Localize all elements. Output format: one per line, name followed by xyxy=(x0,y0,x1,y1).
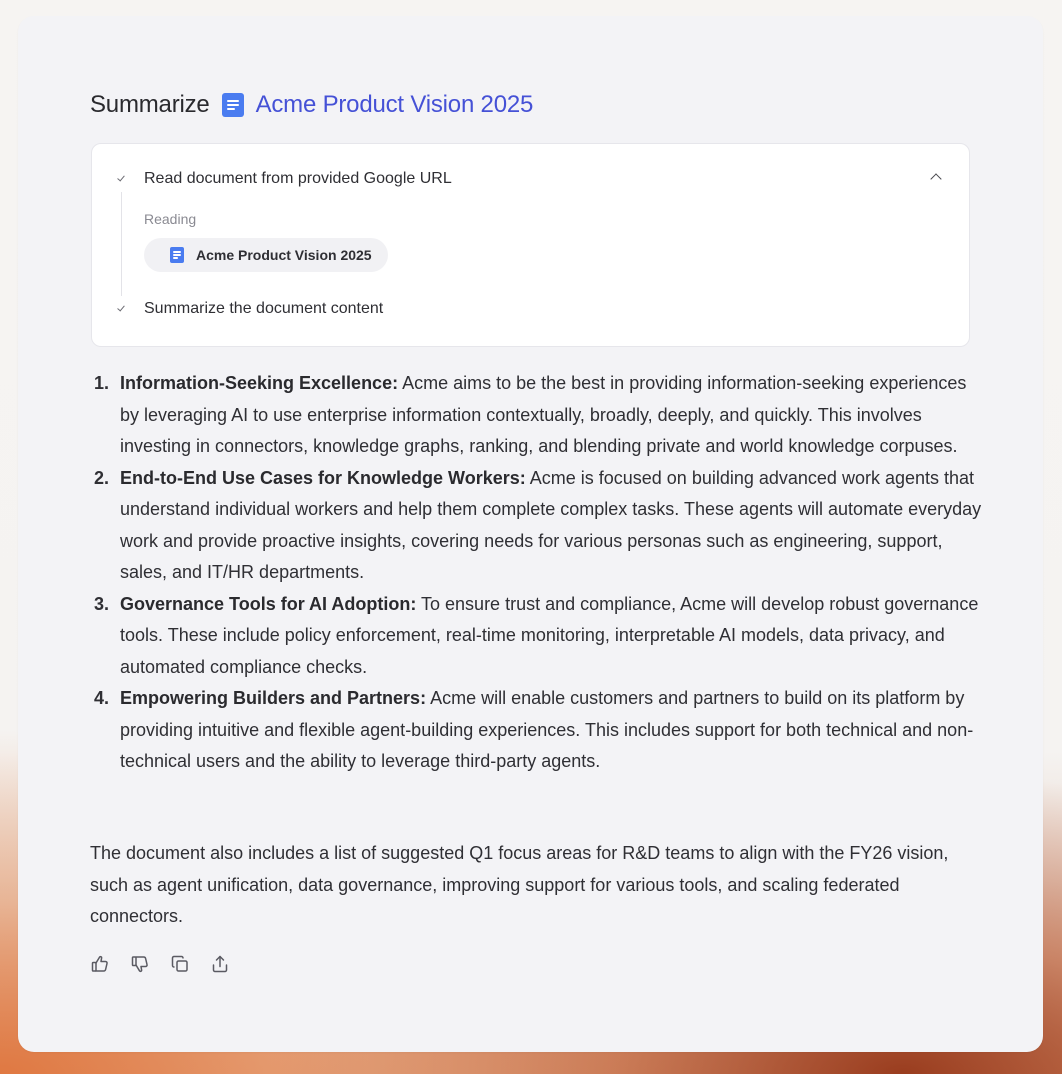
list-item-number: 3. xyxy=(94,593,110,614)
thumbs-down-icon[interactable] xyxy=(130,954,150,974)
list-item-title: Information-Seeking Excellence: xyxy=(120,373,399,393)
closing-paragraph: The document also includes a list of suggested Q1 focus areas for R&D teams to align with the FY26 vision, such as agent unification, data governance, improving support for various tools, and scaling federated connectors. xyxy=(90,843,949,926)
thumbs-up-icon[interactable] xyxy=(90,954,110,974)
chevron-up-icon[interactable] xyxy=(927,168,945,186)
list-item-title: Empowering Builders and Partners: xyxy=(120,688,427,708)
list-item-text: Acme aims to be the best in providing information-seeking experiences by leveraging AI to use enterprise information contextually, broadly, deeply, and quickly. This involves investing in connectors, knowledge graphs, ranking, and blending private and world knowledge corpuses. xyxy=(120,373,967,456)
page-title xyxy=(90,88,533,122)
check-icon xyxy=(116,173,128,185)
step-read-document xyxy=(116,170,452,188)
steps-timeline xyxy=(121,192,122,296)
list-item-title: End-to-End Use Cases for Knowledge Workers: xyxy=(120,467,526,488)
reading-label: Reading xyxy=(144,211,197,227)
response-actions xyxy=(90,954,230,974)
list-item-number: 4. xyxy=(94,688,110,708)
list-item xyxy=(90,683,990,778)
list-item-title: Governance Tools for AI Adoption: xyxy=(120,593,417,614)
reading-document-chip[interactable] xyxy=(144,238,388,272)
check-icon xyxy=(116,303,128,315)
list-item-text: Acme is focused on building advanced work agents that understand individual workers and help them complete complex tasks. These agents will automate everyday work and provide proactive insights, covering needs for various personas such as engineering, support, sales, and IT/HR departments. xyxy=(120,467,982,582)
list-item-number: 1. xyxy=(94,373,110,393)
list-item xyxy=(90,589,990,684)
steps-panel xyxy=(91,143,970,347)
title-prefix: Summarize xyxy=(90,91,210,118)
document-icon xyxy=(222,93,244,117)
share-icon[interactable] xyxy=(210,954,230,974)
copy-icon[interactable] xyxy=(170,954,190,974)
list-item-number: 2. xyxy=(94,467,110,488)
response-card xyxy=(18,16,1043,1052)
step-label: Summarize the document content xyxy=(144,300,384,317)
document-title-link[interactable]: Acme Product Vision 2025 xyxy=(255,91,534,118)
list-item-text: To ensure trust and compliance, Acme will develop robust governance tools. These include policy enforcement, real-time monitoring, interpretable AI models, data privacy, and automated compliance checks. xyxy=(120,593,979,677)
summary-list xyxy=(90,368,990,778)
step-summarize-document xyxy=(116,300,383,318)
list-item xyxy=(90,463,990,589)
list-item-text: Acme will enable customers and partners to build on its platform by providing intuitive and flexible agent-building experiences. This includes support for both technical and non-technical users and the ability to leverage third-party agents. xyxy=(120,688,974,771)
list-item xyxy=(90,368,990,463)
chip-label: Acme Product Vision 2025 xyxy=(196,247,372,263)
document-icon xyxy=(170,247,184,263)
step-label: Read document from provided Google URL xyxy=(144,170,452,187)
